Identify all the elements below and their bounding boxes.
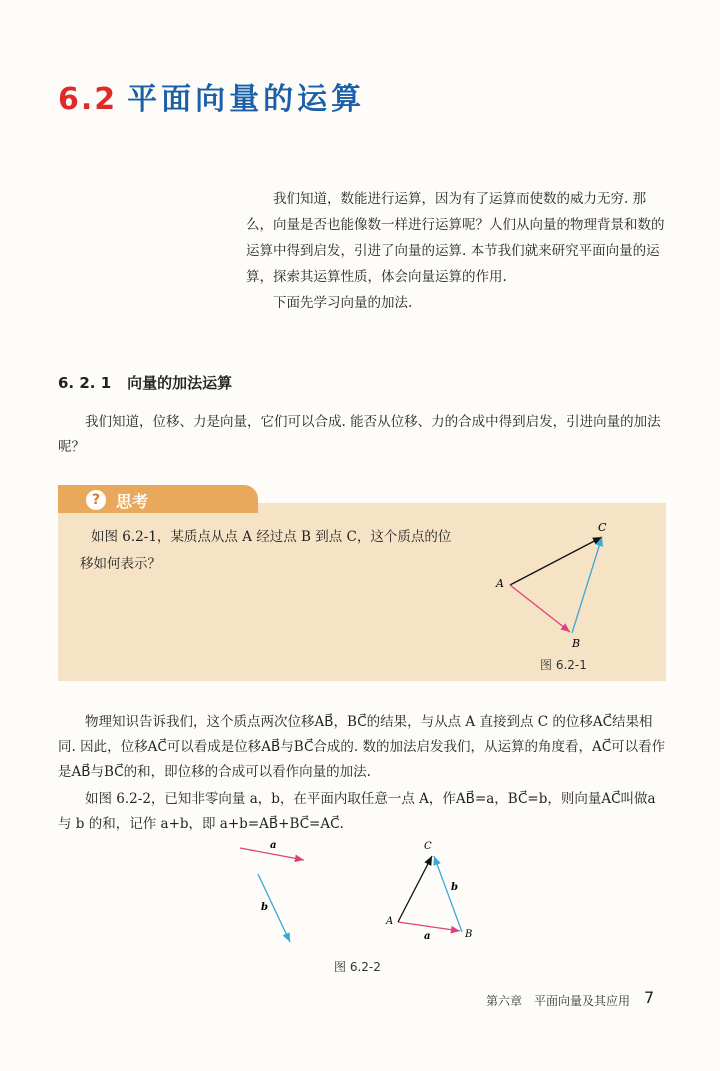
intro-text	[246, 186, 666, 316]
question-icon: ?	[86, 490, 106, 510]
figure-6-2-1	[490, 515, 620, 660]
section-title-text: 平面向量的运算	[127, 82, 366, 117]
page-number: 7	[644, 988, 655, 1007]
subsection-title	[58, 372, 232, 393]
point-a-label: A	[496, 577, 504, 590]
footer-chapter: 第六章 平面向量及其应用	[486, 994, 631, 1008]
figure-6-2-2-caption: 图 6.2-2	[334, 960, 381, 974]
paragraph-2: 物理知识告诉我们，这个质点两次位移AB⃗，BC⃗的结果，与从点 A 直接到点 C 的位移AC⃗结果相同. 因此，位移AC⃗可以看成是位移AB⃗与BC⃗合成的. 数的加法启发我们，从运算的角度看，AC⃗可以看作是AB⃗与BC⃗的和，即位移的合成可以看作向量的加法.	[58, 714, 666, 780]
vector-b-label: b	[261, 902, 268, 913]
paragraph-1: 我们知道，位移、力是向量，它们可以合成. 能否从位移、力的合成中得到启发，引进向量的加法呢？	[58, 414, 661, 455]
vector-ac	[510, 537, 602, 585]
figure-6-2-1-caption: 图 6.2-1	[540, 658, 587, 672]
point-b-label: B	[572, 637, 581, 650]
section-title	[58, 74, 365, 118]
think-question: 如图 6.2-1，某质点从点 A 经过点 B 到点 C，这个质点的位移如何表示？	[80, 529, 452, 572]
subsection-title-text: 向量的加法运算	[127, 374, 233, 392]
subsection-number: 6. 2. 1	[58, 374, 112, 392]
vector-b-label-2: b	[451, 882, 458, 893]
point-b-label-2: B	[465, 929, 473, 940]
vector-ab-2	[398, 922, 460, 931]
section-number: 6.2	[58, 82, 118, 117]
vector-bc-2	[434, 856, 462, 932]
intro-paragraph-2: 下面先学习向量的加法.	[273, 295, 413, 311]
figure-6-2-2	[230, 838, 490, 950]
intro-paragraph: 我们知道，数能进行运算，因为有了运算而使数的威力无穷. 那么，向量是否也能像数一样进行运算呢？人们从向量的物理背景和数的运算中得到启发，引进了向量的运算. 本节我们就来研究平面向量的运算，探索其运算性质，体会向量运算的作用.	[246, 191, 665, 285]
vector-a-label: a	[270, 840, 277, 851]
vector-bc	[572, 537, 602, 633]
paragraph-3: 如图 6.2-2，已知非零向量 a，b，在平面内取任意一点 A，作AB⃗=a，BC⃗=b，则向量AC⃗叫做a 与 b 的和，记作 a+b，即 a+b=AB⃗+BC⃗=AC⃗.	[58, 791, 656, 832]
vector-a-label-2: a	[424, 931, 431, 942]
vector-ab	[510, 585, 570, 632]
point-a-label-2: A	[386, 916, 394, 927]
vector-ac-2	[398, 856, 432, 922]
point-c-label-2: C	[424, 841, 432, 852]
think-label: 思考	[116, 492, 149, 511]
point-c-label: C	[598, 521, 607, 534]
